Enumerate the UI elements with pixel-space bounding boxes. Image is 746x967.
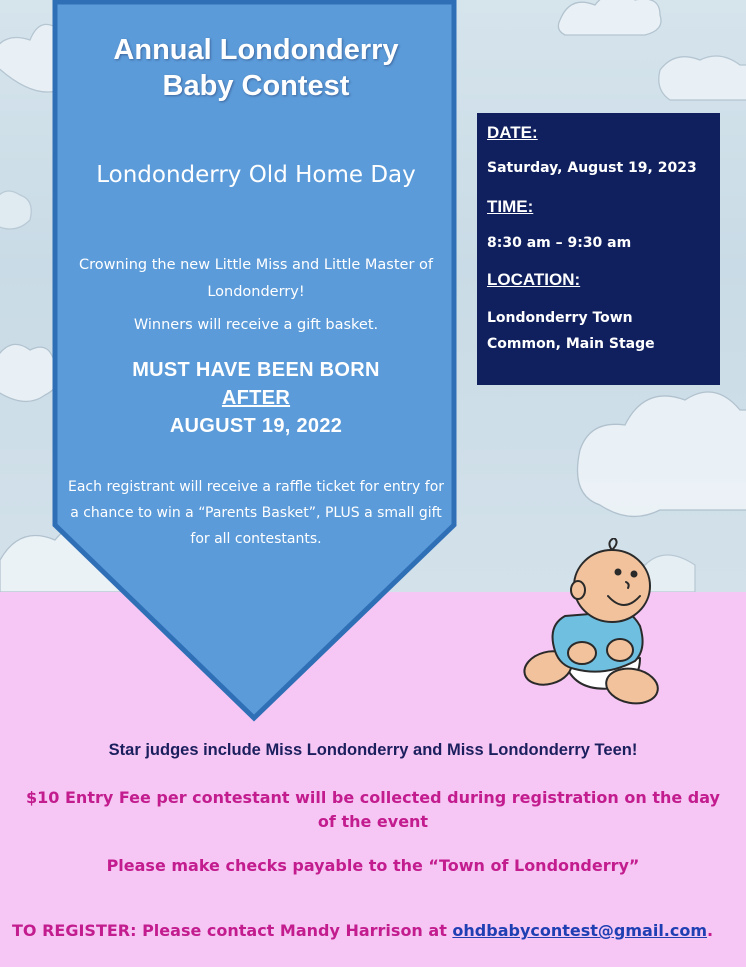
judges-text: Star judges include Miss Londonderry and Miss Londonderry Teen!	[108, 741, 638, 759]
eligibility-text	[56, 356, 456, 440]
eligibility-date: AUGUST 19, 2022	[169, 415, 343, 437]
event-subtitle: Londonderry Old Home Day	[96, 162, 416, 188]
event-info-box	[477, 113, 720, 385]
eligibility-after: AFTER	[221, 387, 291, 409]
contest-title	[56, 32, 456, 104]
register-text	[12, 921, 742, 940]
raffle-text: Each registrant will receive a raffle ticket for entry for a chance to win a “Parents Basket”, PLUS a small gift for all contestants.	[68, 479, 445, 547]
entry-fee-text: $10 Entry Fee per contestant will be collected during registration on the day of the event	[26, 788, 720, 831]
register-suffix: .	[707, 921, 714, 940]
eligibility-line-1: MUST HAVE BEEN BORN	[132, 359, 380, 381]
checks-payable-text: Please make checks payable to the “Town of Londonderry”	[106, 856, 640, 875]
date-value: Saturday, August 19, 2023	[487, 160, 697, 176]
location-label: LOCATION:	[487, 270, 581, 289]
crowning-text: Crowning the new Little Miss and Little Master of Londonderry!	[78, 257, 434, 300]
baby-illustration	[520, 538, 670, 718]
title-line-1: Annual Londonderry	[113, 34, 399, 66]
register-prefix: TO REGISTER: Please contact Mandy Harrison at	[12, 921, 453, 940]
time-value: 8:30 am – 9:30 am	[487, 235, 632, 251]
date-label: DATE:	[487, 123, 538, 142]
location-value: Londonderry Town Common, Main Stage	[487, 310, 655, 352]
winners-text: Winners will receive a gift basket.	[133, 317, 379, 333]
time-label: TIME:	[487, 197, 534, 216]
title-line-2: Baby Contest	[162, 70, 350, 102]
register-email-link[interactable]: ohdbabycontest@gmail.com	[452, 921, 708, 940]
